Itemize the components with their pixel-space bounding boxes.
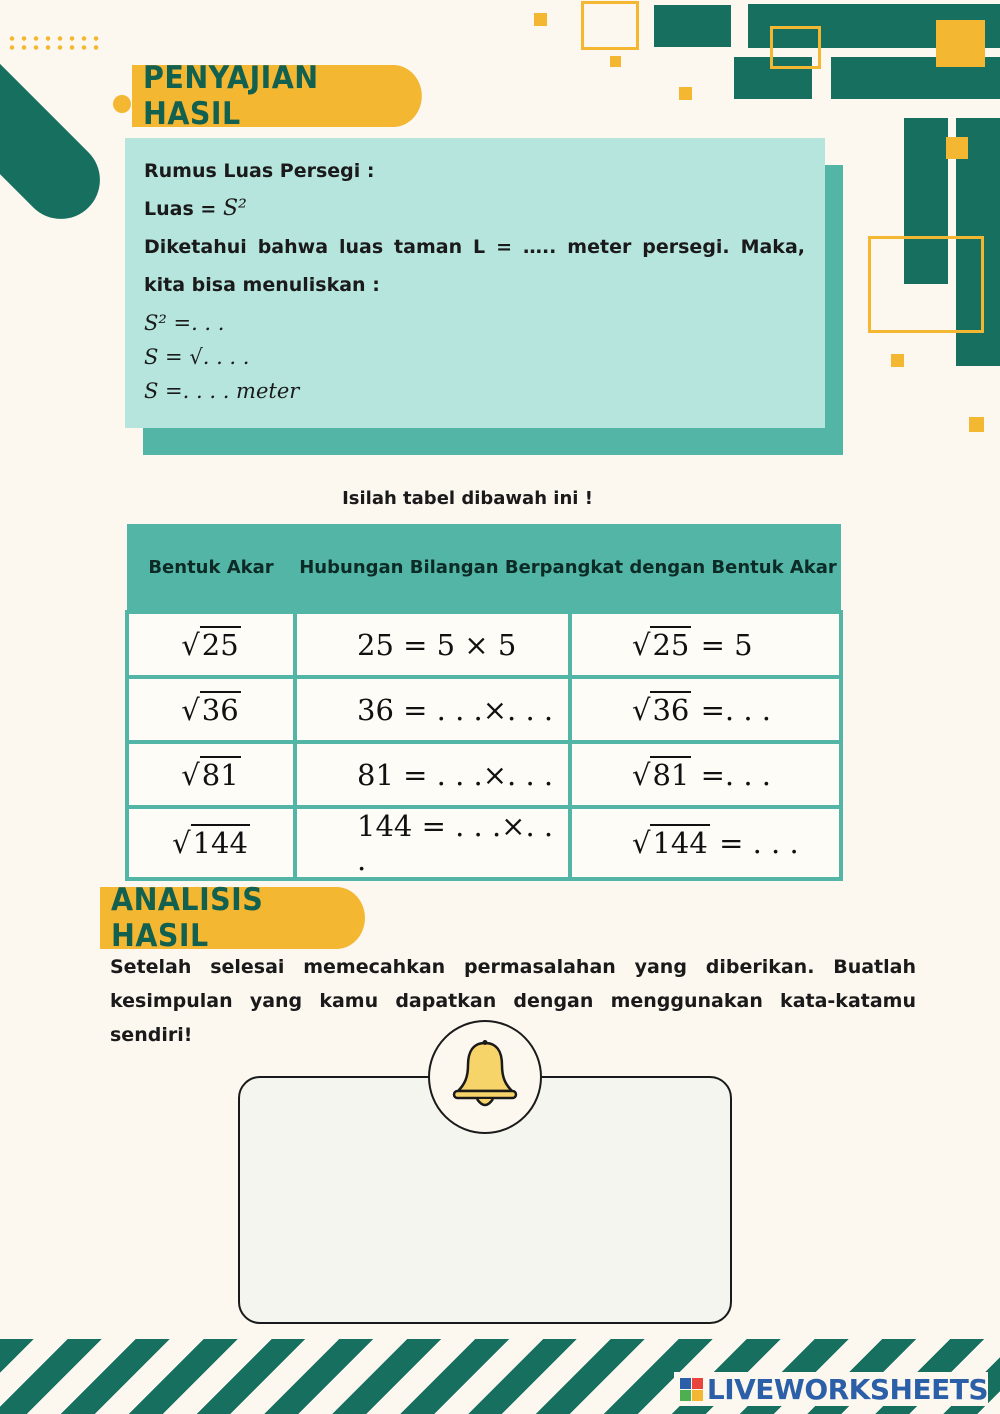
area-label: Luas =: [144, 198, 217, 220]
decor-square: [679, 87, 692, 100]
analysis-heading: ANALISIS HASIL: [100, 887, 365, 949]
radicand: 81: [652, 757, 690, 792]
result-cell: [570, 807, 841, 879]
decor-square: [936, 20, 985, 67]
table-header-row: [127, 524, 841, 612]
root-cell: [127, 677, 295, 742]
presentation-heading: PENYAJIAN HASIL: [132, 65, 422, 127]
radicand: 36: [201, 692, 239, 727]
result-cell: [570, 742, 841, 807]
sqrt-icon: √: [172, 826, 191, 860]
decor-square: [969, 417, 984, 432]
decor-dots: [6, 34, 102, 52]
result-cell: [570, 612, 841, 677]
liveworksheets-logo-icon: [680, 1378, 703, 1401]
problem-text: Diketahui bahwa luas taman L = ….. meter persegi. Maka, kita bisa menuliskan :: [144, 236, 805, 296]
result-value: =. . .: [700, 692, 771, 727]
bell-badge: [428, 1020, 542, 1134]
table-row: [127, 612, 841, 677]
decor-square: [946, 137, 968, 159]
expression-cell: 144 = . . .×. . .: [295, 807, 570, 879]
expression-cell: 81 = . . .×. . .: [295, 742, 570, 807]
root-cell: [127, 807, 295, 879]
radicand: 36: [652, 692, 690, 727]
sqrt-icon: √: [632, 627, 651, 662]
root-cell: [127, 742, 295, 807]
decor-outline-square: [581, 1, 639, 50]
step-square: S² =. . .: [144, 311, 225, 335]
decor-outline-square: [770, 26, 821, 69]
result-value: = 5: [700, 627, 753, 662]
formula-card: [125, 138, 825, 428]
radicand: 25: [652, 627, 690, 662]
sqrt-icon: √: [181, 692, 200, 727]
analysis-prompt: Setelah selesai memecahkan permasalahan yang diberikan. Buatlah kesimpulan yang kamu dapatkan dengan menggunakan kata-katamu sendiri!: [110, 956, 916, 1046]
step-root: S = √. . . .: [144, 345, 250, 369]
result-value: =. . .: [700, 757, 771, 792]
radicand: 144: [192, 826, 248, 860]
result-value: = . . .: [719, 826, 799, 860]
root-table: [125, 524, 843, 881]
expression-cell: 36 = . . .×. . .: [295, 677, 570, 742]
decor-square: [534, 13, 547, 26]
result-cell: [570, 677, 841, 742]
watermark-text: LIVEWORKSHEETS: [706, 1372, 988, 1406]
area-formula: S²: [222, 196, 247, 221]
table-row: [127, 677, 841, 742]
sqrt-icon: √: [181, 757, 200, 792]
root-cell: [127, 612, 295, 677]
radicand: 25: [201, 627, 239, 662]
sqrt-icon: √: [632, 757, 651, 792]
radicand: 81: [201, 757, 239, 792]
table-instruction: Isilah tabel dibawah ini !: [342, 488, 593, 509]
radicand: 144: [652, 826, 708, 860]
header-root-form: Bentuk Akar: [127, 524, 295, 612]
area-formula-line: [144, 190, 805, 228]
decor-square: [610, 56, 621, 67]
decor-square: [891, 354, 904, 367]
sqrt-icon: √: [632, 692, 651, 727]
formula-label: Rumus Luas Persegi :: [144, 160, 375, 182]
expression-cell: 25 = 5 × 5: [295, 612, 570, 677]
bell-icon: [449, 1039, 521, 1115]
sqrt-icon: √: [632, 826, 651, 860]
table-row: [127, 742, 841, 807]
step-result: S =. . . . meter: [144, 379, 300, 403]
watermark: [674, 1372, 988, 1406]
decor-dot: [113, 95, 131, 113]
sqrt-icon: √: [181, 627, 200, 662]
decor-block: [654, 5, 731, 47]
decor-outline-square: [868, 236, 984, 333]
header-relationship: Hubungan Bilangan Berpangkat dengan Bentuk Akar: [295, 524, 841, 612]
table-row: [127, 807, 841, 879]
